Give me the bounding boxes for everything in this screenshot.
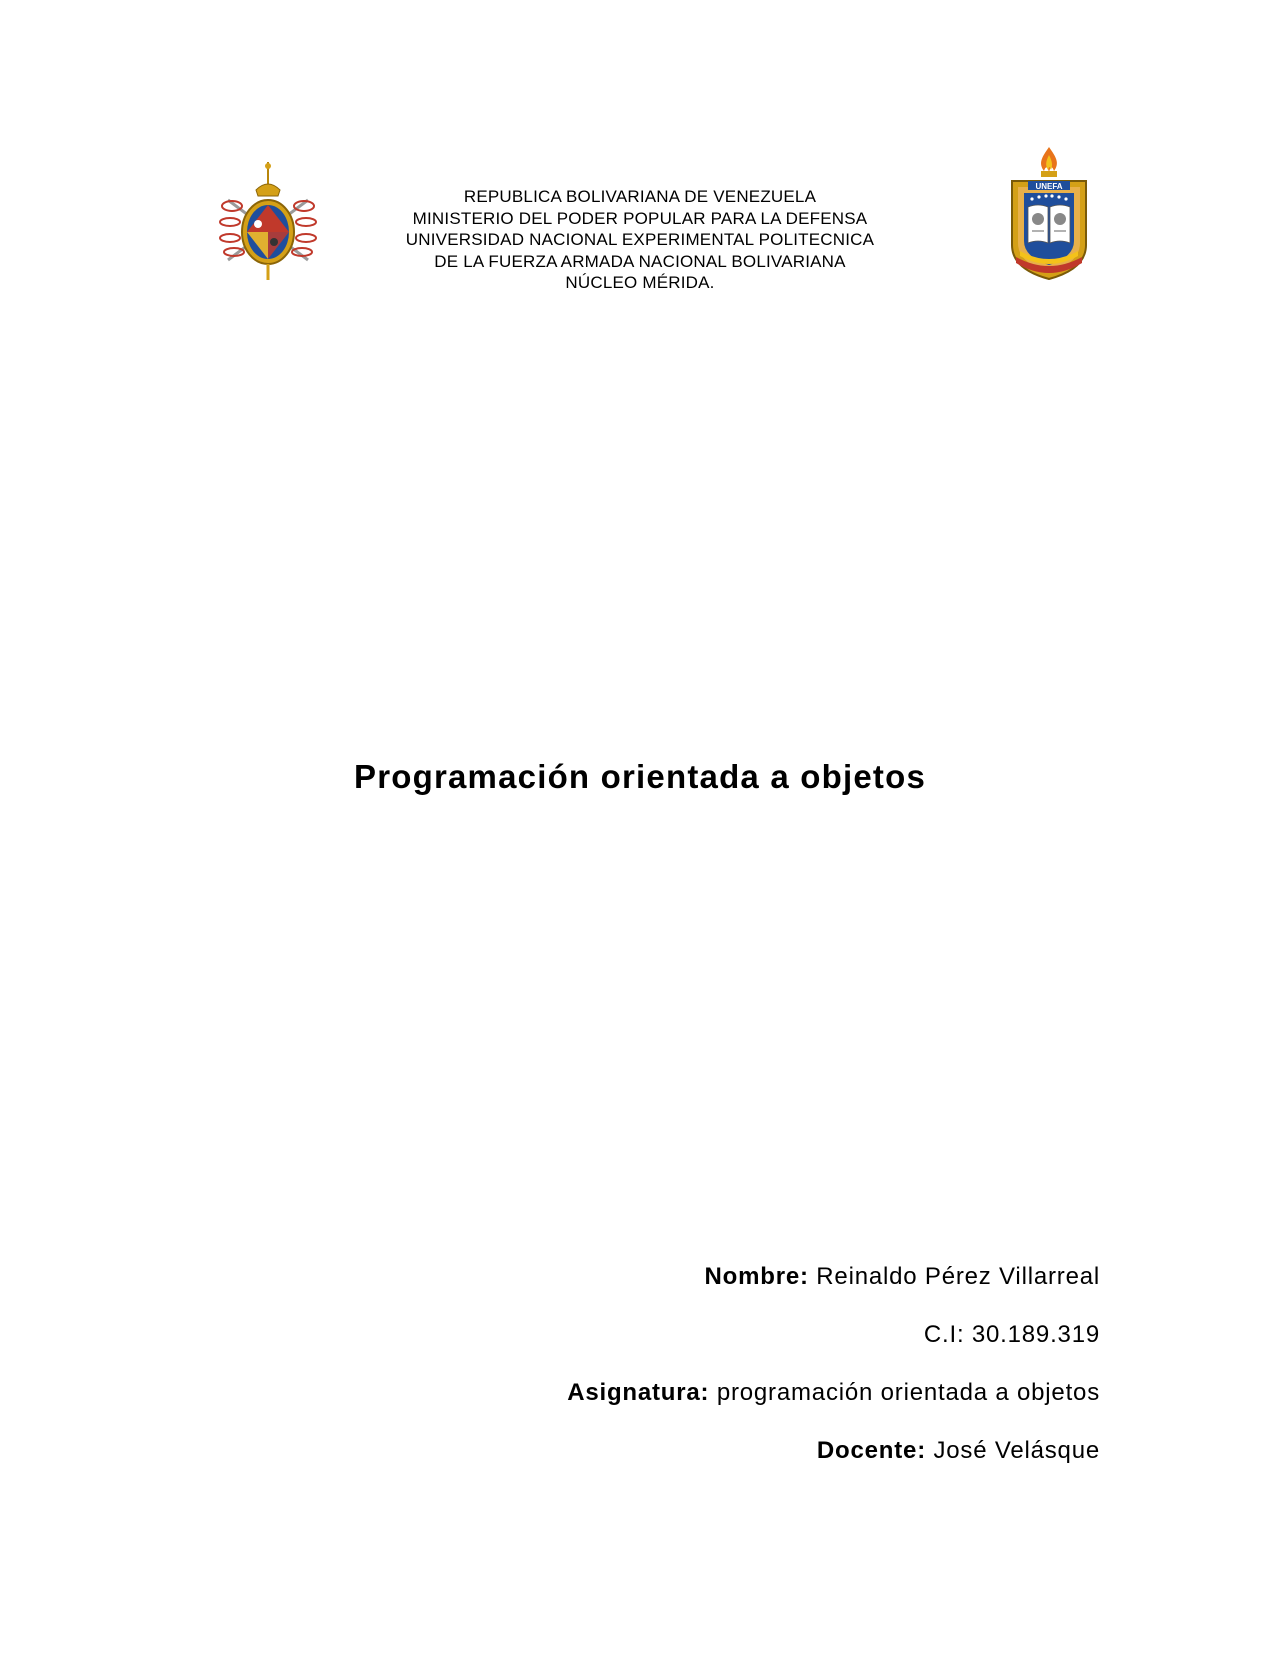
document-title: Programación orientada a objetos — [353, 758, 927, 795]
armed-forces-crest-icon — [218, 160, 318, 284]
header-line-university: UNIVERSIDAD NACIONAL EXPERIMENTAL POLITECNICA — [405, 230, 875, 249]
ci-value: C.I: 30.189.319 — [923, 1321, 1100, 1348]
student-info — [400, 1262, 1100, 1494]
docente-label: Docente: — [816, 1437, 926, 1464]
docente-value: José Velásque — [926, 1437, 1100, 1464]
unefa-crest-icon — [1008, 145, 1090, 285]
institution-header — [360, 186, 920, 294]
info-nombre — [400, 1262, 1100, 1320]
header-line-ministry: MINISTERIO DEL PODER POPULAR PARA LA DEFENSA — [412, 208, 868, 228]
nombre-label: Nombre: — [704, 1263, 809, 1290]
info-docente — [400, 1436, 1100, 1494]
info-ci — [400, 1320, 1100, 1378]
asignatura-label: Asignatura: — [567, 1379, 710, 1406]
header-line-campus: NÚCLEO MÉRIDA. — [565, 273, 715, 292]
header-line-armed-forces: DE LA FUERZA ARMADA NACIONAL BOLIVARIANA — [434, 251, 846, 271]
header-line-republic: REPUBLICA BOLIVARIANA DE VENEZUELA — [463, 187, 817, 206]
asignatura-value: programación orientada a objetos — [709, 1379, 1100, 1406]
nombre-value: Reinaldo Pérez Villarreal — [808, 1263, 1100, 1290]
info-asignatura — [400, 1378, 1100, 1436]
unefa-logo-text: UNEFA — [1035, 182, 1063, 191]
